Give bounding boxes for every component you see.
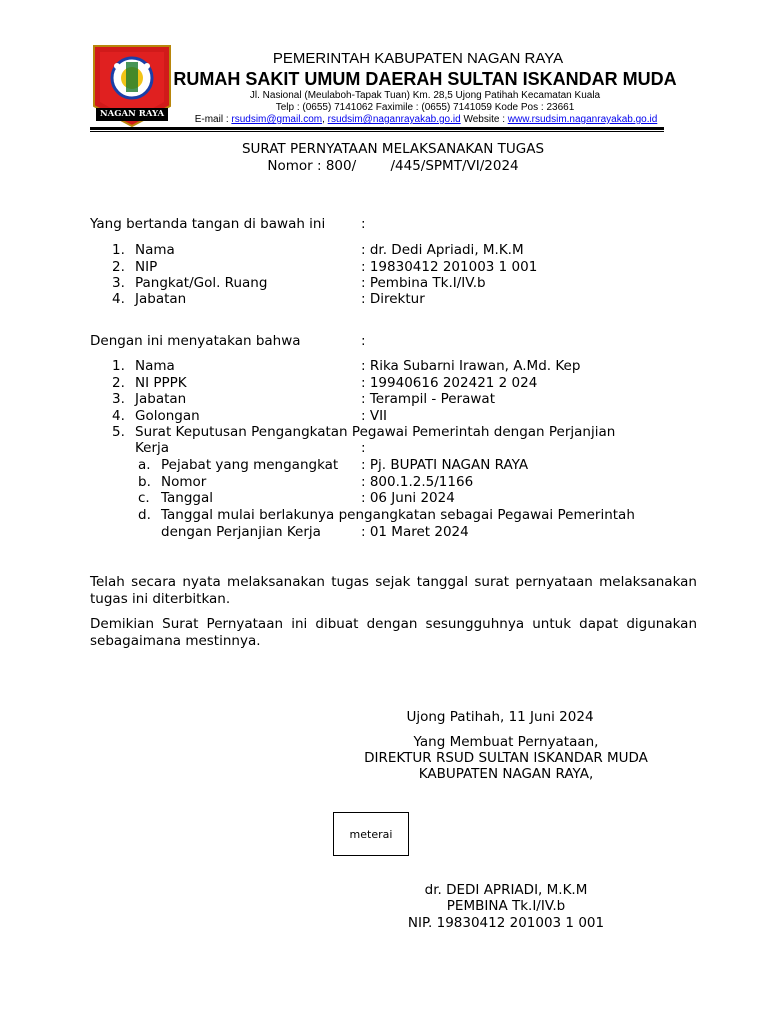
section1-intro: Yang bertanda tangan di bawah ini bbox=[90, 216, 326, 232]
website-label: Website : bbox=[460, 114, 508, 125]
field-value: : 19940616 202421 2 024 bbox=[361, 375, 538, 391]
field-label: Tanggal bbox=[161, 490, 214, 506]
list-number: 2. bbox=[112, 375, 125, 391]
email-link-1[interactable]: rsudsim@gmail.com bbox=[231, 114, 323, 125]
field-value: : Rika Subarni Irawan, A.Md. Kep bbox=[361, 358, 581, 374]
signature-heading: Yang Membuat Pernyataan, bbox=[413, 734, 599, 750]
field-value: : dr. Dedi Apriadi, M.K.M bbox=[361, 242, 524, 258]
list-number: 2. bbox=[112, 259, 125, 275]
document-number: Nomor : 800/ /445/SPMT/VI/2024 bbox=[267, 158, 519, 174]
field-label: Pangkat/Gol. Ruang bbox=[135, 275, 268, 291]
sublist-letter: c. bbox=[138, 490, 150, 506]
field-value: : 800.1.2.5/1166 bbox=[361, 474, 474, 490]
list-number: 1. bbox=[112, 358, 125, 374]
section2-intro: Dengan ini menyatakan bahwa bbox=[90, 333, 301, 349]
list-number: 3. bbox=[112, 275, 125, 291]
place-and-date: Ujong Patihah, 11 Juni 2024 bbox=[406, 709, 594, 725]
field-label: Nomor bbox=[161, 474, 207, 490]
list-number: 1. bbox=[112, 242, 125, 258]
field-label: Surat Keputusan Pengangkatan Pegawai Pemerintah dengan Perjanjian bbox=[135, 424, 616, 440]
regency-logo bbox=[90, 44, 174, 128]
field-label: Golongan bbox=[135, 408, 200, 424]
field-value: : 06 Juni 2024 bbox=[361, 490, 455, 506]
header-rule-thick bbox=[90, 127, 664, 130]
field-value: : Pembina Tk.I/IV.b bbox=[361, 275, 486, 291]
stamp-label: meterai bbox=[349, 827, 393, 841]
list-number: 3. bbox=[112, 391, 125, 407]
signer-institution: KABUPATEN NAGAN RAYA, bbox=[418, 766, 594, 782]
field-value: : Direktur bbox=[361, 291, 425, 307]
signer-position: DIREKTUR RSUD SULTAN ISKANDAR MUDA bbox=[364, 750, 648, 766]
section2-intro-colon: : bbox=[361, 333, 366, 349]
field-value: : Terampil - Perawat bbox=[361, 391, 495, 407]
field-label: Jabatan bbox=[135, 291, 187, 307]
email-link-2[interactable]: rsudsim@naganrayakab.go.id bbox=[327, 114, 461, 125]
sublist-letter: d. bbox=[138, 507, 151, 523]
website-link[interactable]: www.rsudsim.naganrayakab.go.id bbox=[507, 114, 658, 125]
hospital-address: Jl. Nasional (Meulaboh-Tapak Tuan) Km. 28,5 Ujong Patihah Kecamatan Kuala bbox=[249, 90, 601, 101]
field-value: : 19830412 201003 1 001 bbox=[361, 259, 538, 275]
field-colon: : bbox=[361, 440, 366, 456]
field-value: : 01 Maret 2024 bbox=[361, 524, 469, 540]
field-label: Nama bbox=[135, 358, 175, 374]
field-value: : VII bbox=[361, 408, 388, 424]
signer-rank: PEMBINA Tk.I/IV.b bbox=[446, 898, 566, 914]
stamp-placeholder bbox=[333, 812, 409, 856]
field-label: Pejabat yang mengangkat bbox=[161, 457, 339, 473]
field-label: Tanggal mulai berlakunya pengangkatan sebagai Pegawai Pemerintah bbox=[161, 507, 635, 523]
logo-text: NAGAN RAYA bbox=[99, 109, 165, 119]
document-title: SURAT PERNYATAAN MELAKSANAKAN TUGAS bbox=[241, 141, 545, 157]
statement-paragraph: Telah secara nyata melaksanakan tugas sejak tanggal surat pernyataan melaksanakan tugas ini diterbitkan. bbox=[90, 574, 697, 607]
email-label: E-mail : bbox=[194, 114, 232, 125]
closing-paragraph: Demikian Surat Pernyataan ini dibuat dengan sesungguhnya untuk dapat digunakan sebagaimana mestinnya. bbox=[90, 616, 697, 649]
list-number: 4. bbox=[112, 408, 125, 424]
email-separator: , bbox=[322, 114, 328, 125]
signer-nip: NIP. 19830412 201003 1 001 bbox=[407, 915, 605, 931]
sublist-letter: b. bbox=[138, 474, 151, 490]
section1-intro-colon: : bbox=[361, 216, 366, 232]
hospital-phone: Telp : (0655) 7141062 Faximile : (0655) 7141059 Kode Pos : 23661 bbox=[275, 102, 575, 113]
list-number: 5. bbox=[112, 424, 125, 440]
header-rule-thin bbox=[90, 131, 664, 132]
field-label: NI PPPK bbox=[135, 375, 187, 391]
hospital-contact-line bbox=[195, 114, 658, 125]
field-label: NIP bbox=[135, 259, 158, 275]
field-label: dengan Perjanjian Kerja bbox=[161, 524, 321, 540]
government-name: PEMERINTAH KABUPATEN NAGAN RAYA bbox=[272, 50, 564, 67]
field-label: Nama bbox=[135, 242, 175, 258]
field-label: Jabatan bbox=[135, 391, 187, 407]
signer-name: dr. DEDI APRIADI, M.K.M bbox=[424, 882, 588, 898]
list-number: 4. bbox=[112, 291, 125, 307]
field-label: Kerja bbox=[135, 440, 170, 456]
hospital-name: RUMAH SAKIT UMUM DAERAH SULTAN ISKANDAR MUDA bbox=[173, 69, 677, 89]
field-value: : Pj. BUPATI NAGAN RAYA bbox=[361, 457, 529, 473]
sublist-letter: a. bbox=[138, 457, 151, 473]
